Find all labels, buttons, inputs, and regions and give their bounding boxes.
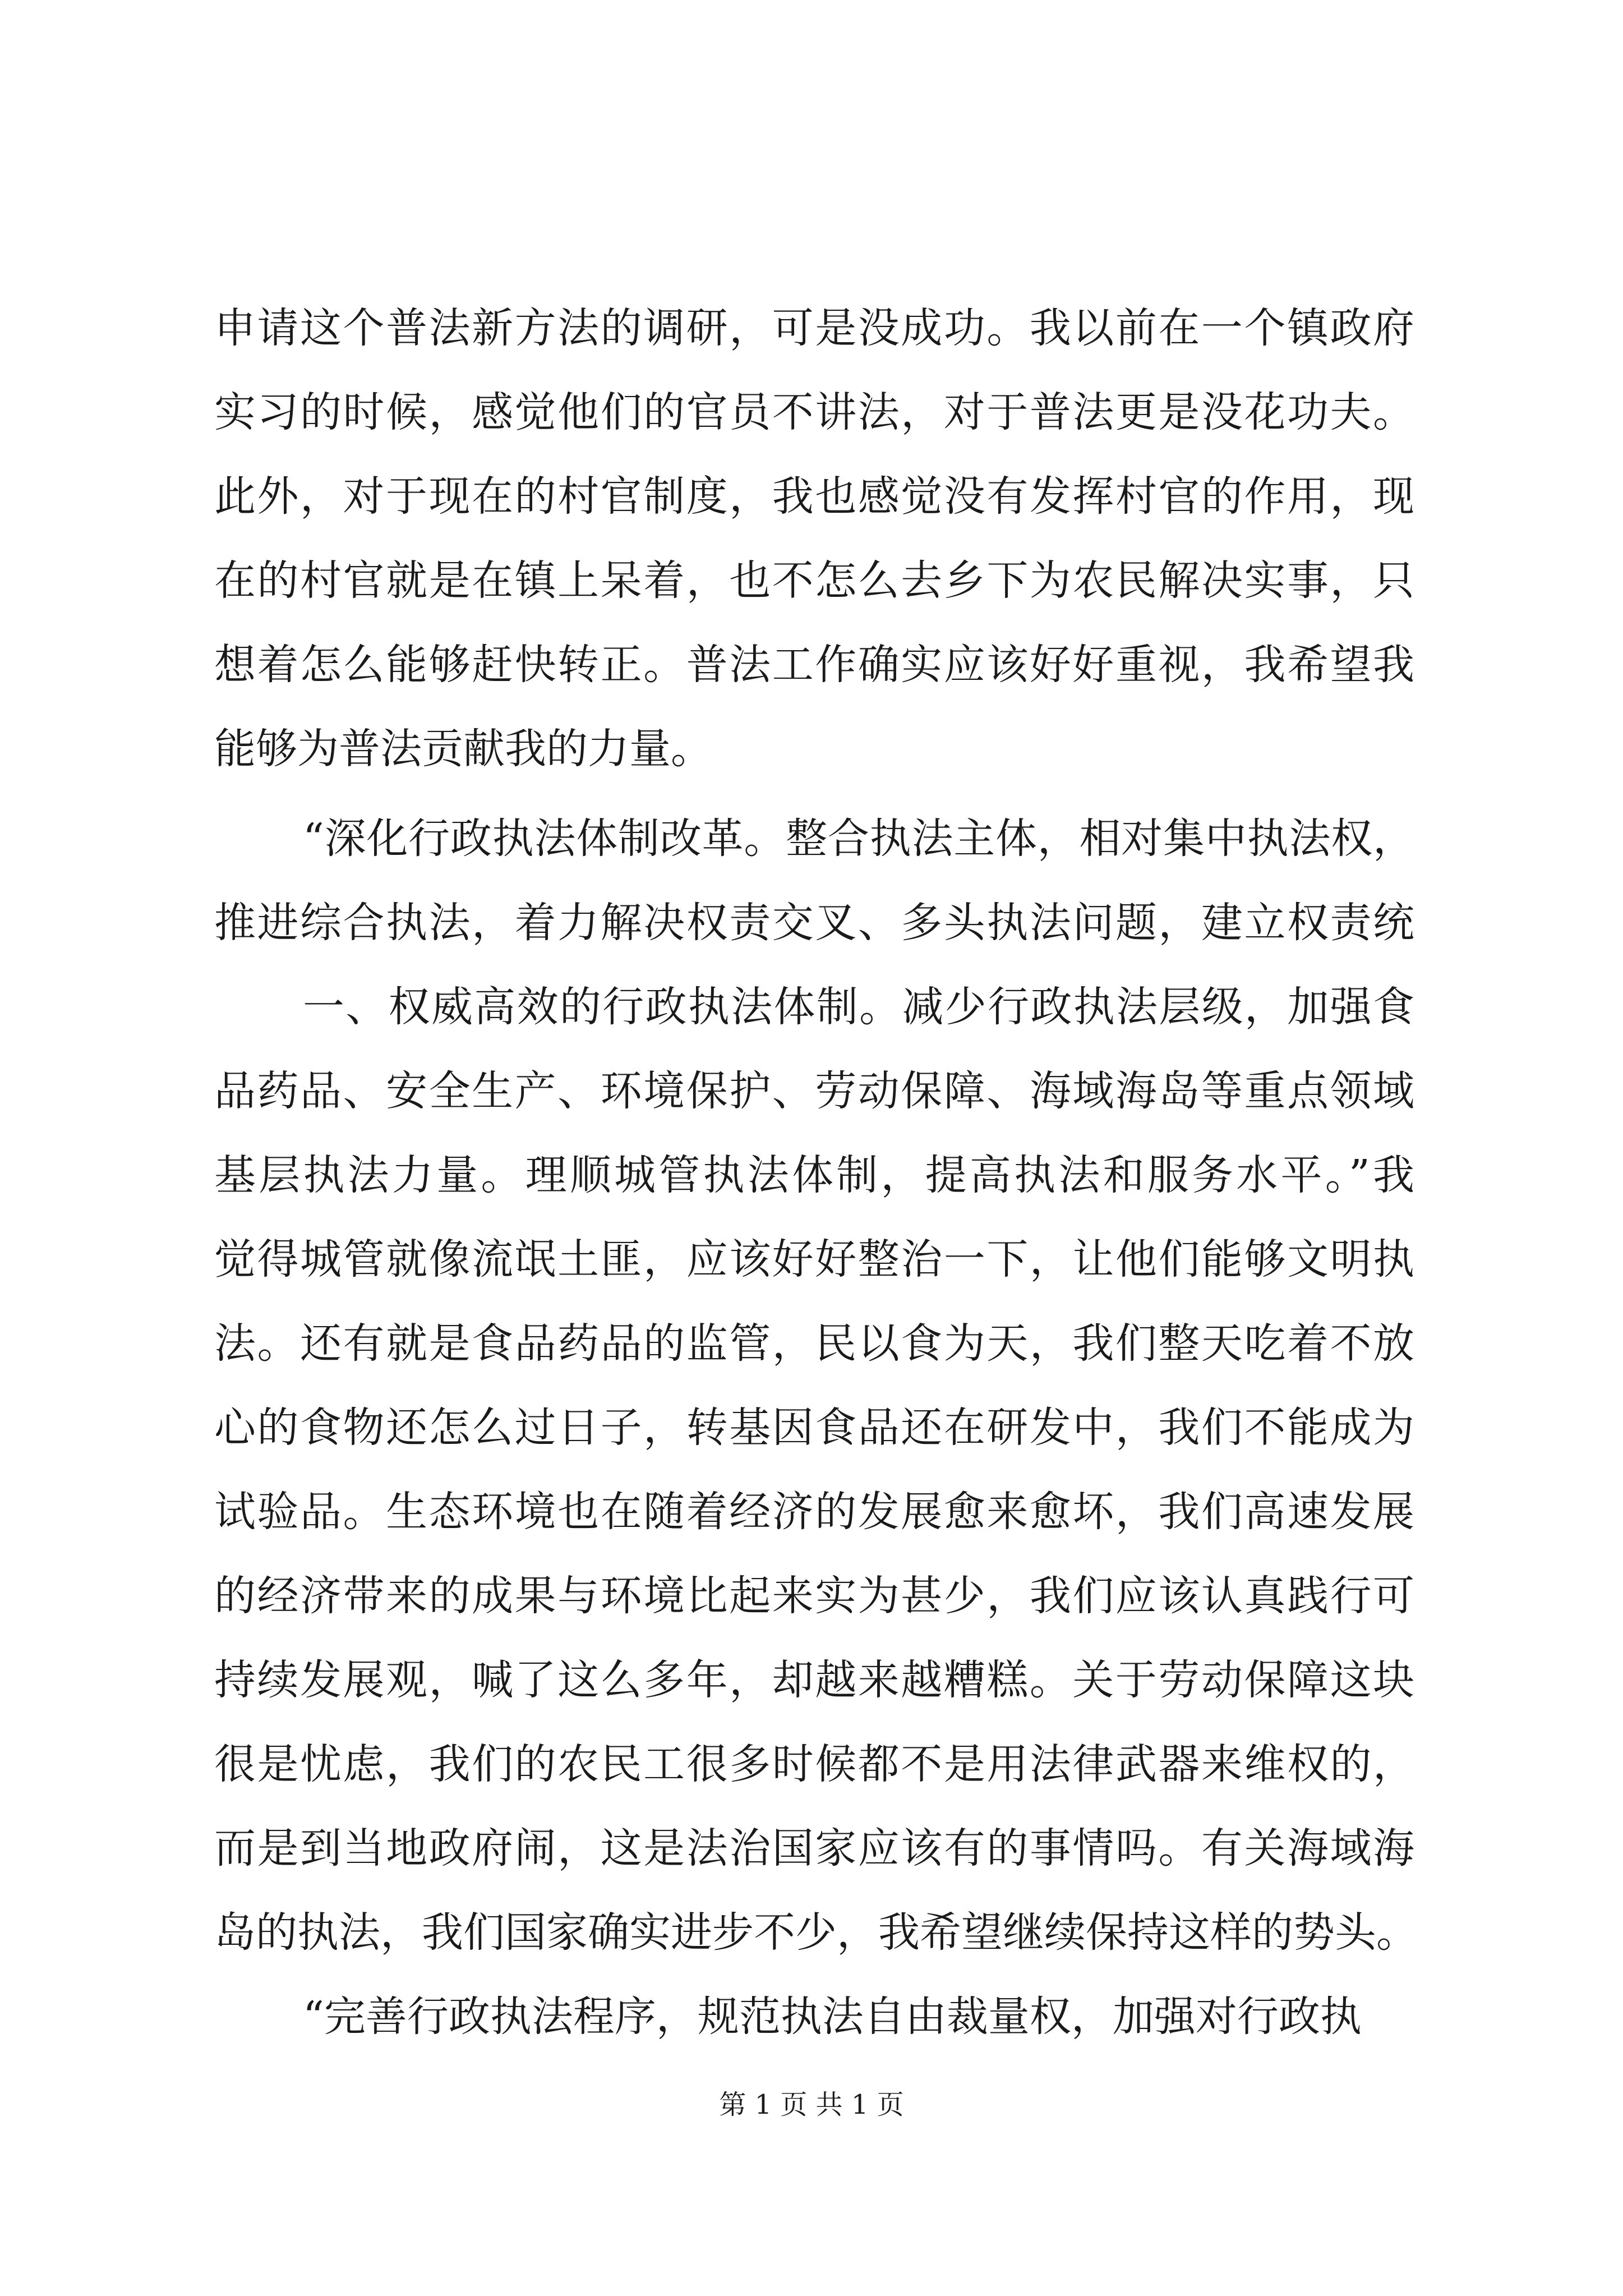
text-line-21: “完善行政执法程序，规范执法自由裁量权，加强对行政执 [303,1993,1362,2041]
text-line-18: 很是忧虑，我们的农民工很多时候都不是用法律武器来维权的， [214,1740,1414,1788]
text-line-1: 申请这个普法新方法的调研，可是没成功。我以前在一个镇政府 [214,304,1414,352]
text-line-16: 的经济带来的成果与环境比起来实为甚少，我们应该认真践行可 [214,1572,1414,1620]
text-line-4: 在的村官就是在镇上呆着，也不怎么去乡下为农民解决实事，只 [214,556,1414,605]
text-line-13: 法。还有就是食品药品的监管，民以食为天，我们整天吃着不放 [214,1319,1414,1368]
text-line-15: 试验品。生态环境也在随着经济的发展愈来愈坏，我们高速发展 [214,1488,1414,1536]
text-line-2: 实习的时候，感觉他们的官员不讲法，对于普法更是没花功夫。 [214,388,1414,436]
text-line-20: 岛的执法，我们国家确实进步不少，我希望继续保持这样的势头。 [214,1908,1418,1957]
text-line-5: 想着怎么能够赶快转正。普法工作确实应该好好重视，我希望我 [214,641,1414,689]
text-line-7: “深化行政执法体制改革。整合执法主体，相对集中执法权， [303,815,1414,863]
page-footer: 第 1 页 共 1 页 [719,2089,904,2120]
text-line-12: 觉得城管就像流氓土匪，应该好好整治一下，让他们能够文明执 [214,1235,1414,1283]
text-line-11: 基层执法力量。理顺城管执法体制，提高执法和服务水平。”我 [214,1151,1414,1199]
text-line-3: 此外，对于现在的村官制度，我也感觉没有发挥村官的作用，现 [214,472,1414,521]
text-line-6: 能够为普法贡献我的力量。 [214,725,712,773]
text-line-14: 心的食物还怎么过日子，转基因食品还在研发中，我们不能成为 [214,1404,1414,1452]
text-line-8: 推进综合执法，着力解决权责交叉、多头执法问题，建立权责统 [214,899,1414,947]
text-line-9: 一、权威高效的行政执法体制。减少行政执法层级，加强食 [303,983,1414,1031]
text-line-17: 持续发展观，喊了这么多年，却越来越糟糕。关于劳动保障这块 [214,1656,1414,1704]
text-line-19: 而是到当地政府闹，这是法治国家应该有的事情吗。有关海域海 [214,1824,1414,1872]
text-line-10: 品药品、安全生产、环境保护、劳动保障、海域海岛等重点领域 [214,1067,1414,1115]
